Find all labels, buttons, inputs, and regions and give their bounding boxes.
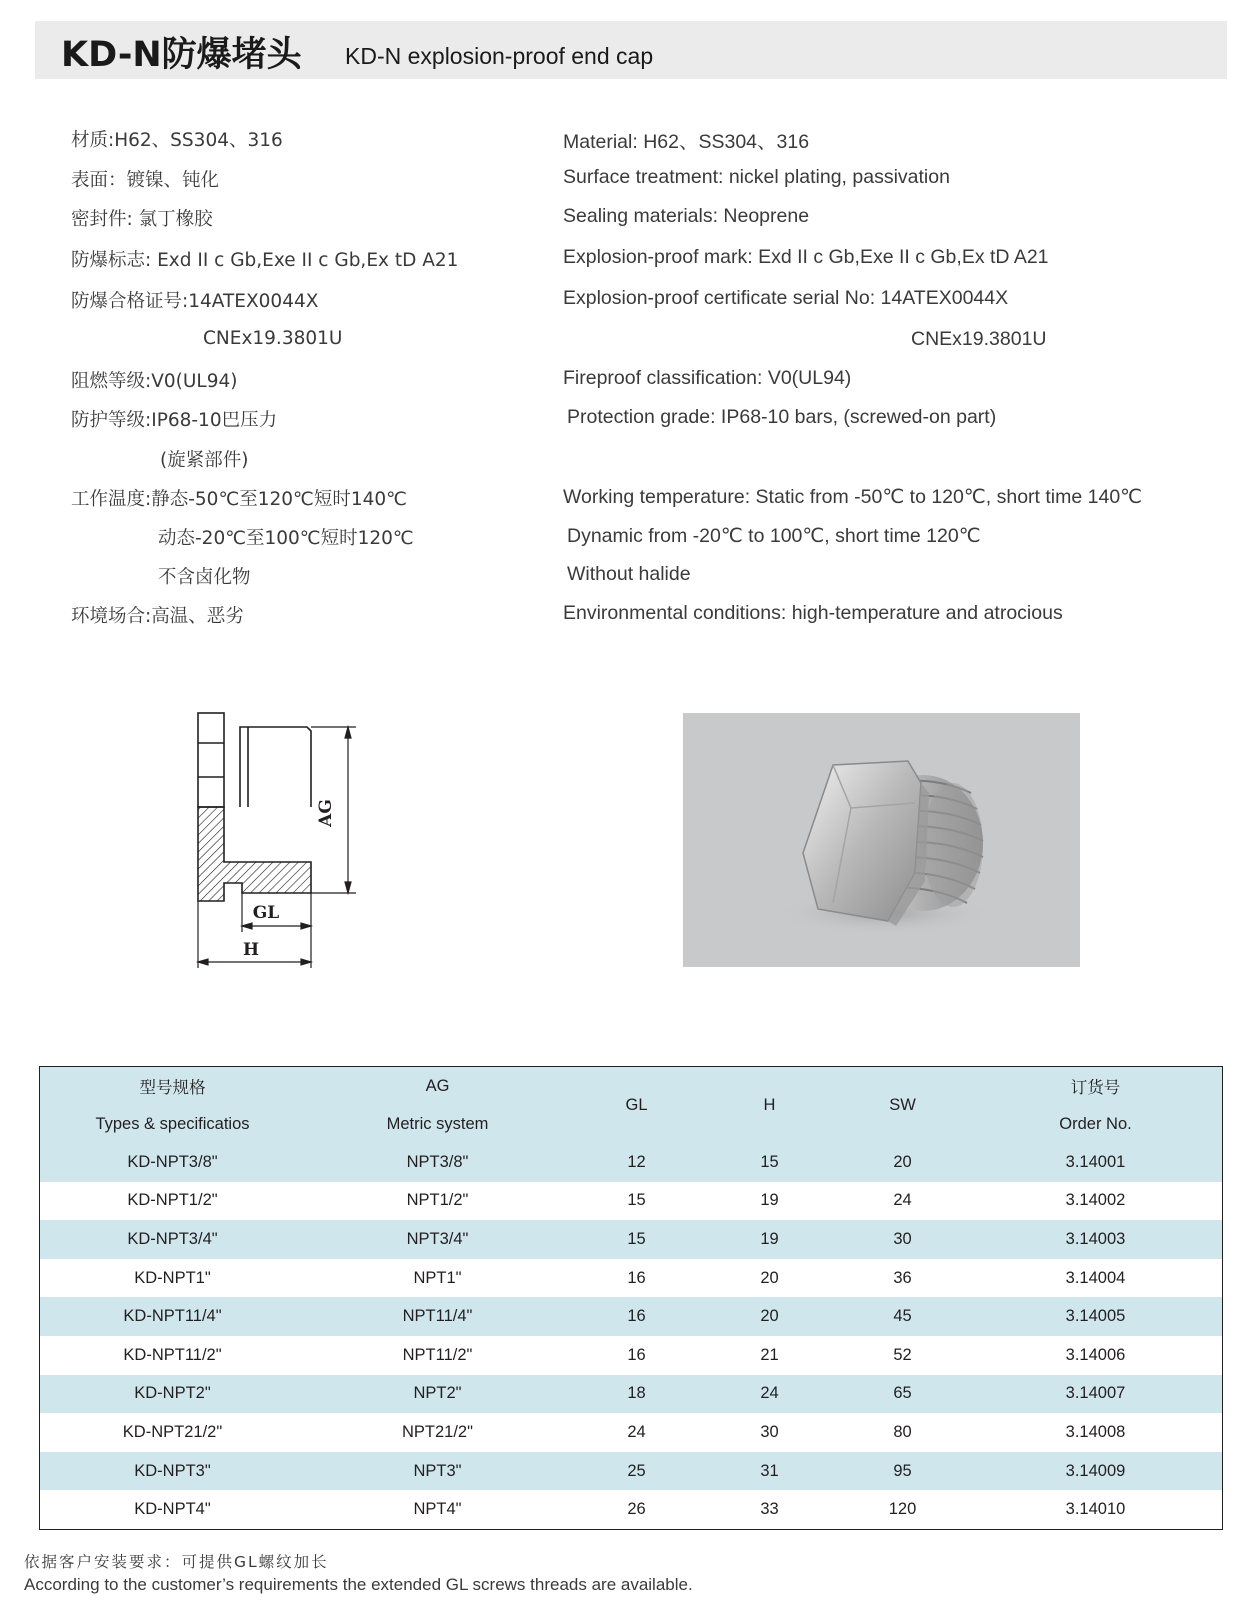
spec-cn-seal: 密封件: 氯丁橡胶 <box>71 209 213 230</box>
spec-cn-fireproof: 阻燃等级:V0(UL94) <box>71 371 238 392</box>
cell-h: 30 <box>760 1422 779 1441</box>
table-row <box>40 1220 1223 1259</box>
table-row <box>40 1143 1223 1182</box>
header-h: H <box>763 1095 776 1114</box>
spec-en-seal: Sealing materials: Neoprene <box>563 205 810 227</box>
cell-sw: 24 <box>893 1191 912 1210</box>
spec-en-certificate-2: CNEx19.3801U <box>911 328 1047 350</box>
spec-en-material: Material: H62、SS304、316 <box>563 131 810 153</box>
cell-ag: NPT11/2" <box>402 1345 473 1364</box>
spec-cn-certificate: 防爆合格证号:14ATEX0044X <box>71 291 319 312</box>
spec-cn-protection: 防护等级:IP68-10巴压力 <box>71 410 278 431</box>
cell-order-no: 3.14006 <box>1065 1345 1126 1364</box>
cell-sw: 20 <box>893 1152 912 1171</box>
cell-sw: 65 <box>893 1384 912 1403</box>
cell-order-no: 3.14004 <box>1065 1268 1126 1287</box>
header-ag-sub: Metric system <box>386 1114 489 1133</box>
cell-ag: NPT4" <box>413 1500 462 1519</box>
cell-gl: 25 <box>627 1461 646 1480</box>
footer-note-en: According to the customer’s requirements the extended GL screws threads are available. <box>24 1575 693 1594</box>
cell-type: KD-NPT2" <box>134 1384 211 1403</box>
cell-sw: 52 <box>893 1345 912 1364</box>
cell-sw: 30 <box>893 1229 912 1248</box>
header-order-cn: 订货号 <box>1070 1079 1121 1097</box>
cell-gl: 26 <box>627 1500 646 1519</box>
cell-order-no: 3.14007 <box>1065 1384 1126 1403</box>
cell-type: KD-NPT11/2" <box>123 1345 222 1364</box>
cell-ag: NPT2" <box>413 1384 462 1403</box>
spec-cn-temperature-2: 动态-20℃至100℃短时120℃ <box>158 528 414 549</box>
spec-en-fireproof: Fireproof classification: V0(UL94) <box>563 367 852 389</box>
spec-en-surface: Surface treatment: nickel plating, passivation <box>563 166 950 188</box>
header-order-en: Order No. <box>1059 1114 1132 1133</box>
title-band <box>35 21 1227 79</box>
cell-type: KD-NPT21/2" <box>122 1422 223 1441</box>
cell-type: KD-NPT4" <box>134 1500 211 1519</box>
table-header-row-1 <box>40 1067 1223 1106</box>
technical-drawing <box>180 700 370 970</box>
header-sw: SW <box>889 1095 916 1114</box>
table-row <box>40 1297 1223 1336</box>
cell-gl: 12 <box>627 1152 646 1171</box>
cell-h: 21 <box>760 1345 779 1364</box>
table-row <box>40 1336 1223 1375</box>
cell-ag: NPT3/8" <box>406 1152 469 1171</box>
spec-en-certificate: Explosion-proof certificate serial No: 14ATEX0044X <box>563 287 1009 309</box>
spec-cn-certificate-2: CNEx19.3801U <box>203 328 343 349</box>
table-body <box>40 1143 1223 1529</box>
end-cap-illustration <box>683 713 1080 967</box>
cell-gl: 18 <box>627 1384 646 1403</box>
spec-en-temperature: Working temperature: Static from -50℃ to 120℃, short time 140℃ <box>563 486 1143 508</box>
page-title: KD-N防爆堵头 <box>61 35 302 75</box>
spec-cn-environment: 环境场合:高温、恶劣 <box>71 606 244 627</box>
cell-type: KD-NPT1/2" <box>127 1191 218 1210</box>
dimension-gl-label: GL <box>252 903 280 923</box>
cell-gl: 16 <box>627 1345 646 1364</box>
cell-type: KD-NPT3/8" <box>127 1152 218 1171</box>
cell-h: 19 <box>760 1191 779 1210</box>
cell-gl: 15 <box>627 1229 646 1248</box>
cell-h: 20 <box>760 1307 779 1326</box>
spec-en-temperature-2: Dynamic from -20℃ to 100℃, short time 120℃ <box>567 525 981 547</box>
cell-gl: 15 <box>627 1191 646 1210</box>
table-row <box>40 1182 1223 1221</box>
cell-ag: NPT21/2" <box>402 1422 473 1441</box>
spec-cn-surface: 表面：镀镍、钝化 <box>71 170 220 191</box>
spec-cn-halide: 不含卤化物 <box>158 567 251 588</box>
cell-h: 20 <box>760 1268 779 1287</box>
spec-en-protection: Protection grade: IP68-10 bars, (screwed-on part) <box>567 406 997 428</box>
cell-ag: NPT1/2" <box>406 1191 469 1210</box>
cell-sw: 80 <box>893 1422 912 1441</box>
cell-h: 24 <box>760 1384 779 1403</box>
header-gl: GL <box>625 1095 648 1114</box>
cell-ag: NPT11/4" <box>402 1307 473 1326</box>
header-type-cn: 型号规格 <box>139 1079 206 1097</box>
cell-type: KD-NPT11/4" <box>123 1307 222 1326</box>
cell-ag: NPT3/4" <box>406 1229 469 1248</box>
table-row <box>40 1259 1223 1298</box>
spec-cn-protection-2: (旋紧部件) <box>160 450 249 471</box>
product-photo <box>683 713 1080 967</box>
table-row <box>40 1452 1223 1491</box>
cell-type: KD-NPT3/4" <box>127 1229 218 1248</box>
cell-order-no: 3.14008 <box>1065 1422 1126 1441</box>
section-hatch <box>198 807 311 901</box>
cell-sw: 36 <box>893 1268 912 1287</box>
cell-gl: 16 <box>627 1307 646 1326</box>
cell-sw: 95 <box>893 1461 912 1480</box>
page-subtitle: KD-N explosion-proof end cap <box>345 43 654 69</box>
cell-h: 33 <box>760 1500 779 1519</box>
cell-sw: 45 <box>893 1307 912 1326</box>
specification-table <box>39 1066 1223 1530</box>
cell-order-no: 3.14002 <box>1065 1191 1126 1210</box>
cell-h: 15 <box>760 1152 779 1171</box>
cell-gl: 16 <box>627 1268 646 1287</box>
cell-order-no: 3.14001 <box>1065 1152 1126 1171</box>
spec-cn-temperature: 工作温度:静态-50℃至120℃短时140℃ <box>71 489 407 510</box>
cell-h: 19 <box>760 1229 779 1248</box>
dimension-ag-label: AG <box>316 799 336 827</box>
footer-note-cn: 依据客户安装要求：可提供GL螺纹加长 <box>24 1553 329 1571</box>
cell-type: KD-NPT3" <box>134 1461 211 1480</box>
cell-ag: NPT3" <box>413 1461 462 1480</box>
header-type-en: Types & specificatios <box>95 1114 250 1133</box>
cell-sw: 120 <box>888 1500 917 1519</box>
spec-en-ex-mark: Explosion-proof mark: Exd II c Gb,Exe II c Gb,Ex tD A21 <box>563 246 1049 268</box>
header-ag: AG <box>425 1076 450 1095</box>
cell-order-no: 3.14009 <box>1065 1461 1126 1480</box>
table-row <box>40 1375 1223 1414</box>
cell-order-no: 3.14005 <box>1065 1307 1126 1326</box>
cell-type: KD-NPT1" <box>134 1268 211 1287</box>
table-row <box>40 1413 1223 1452</box>
spec-en-environment: Environmental conditions: high-temperature and atrocious <box>563 602 1063 624</box>
cell-h: 31 <box>760 1461 779 1480</box>
cell-order-no: 3.14003 <box>1065 1229 1126 1248</box>
cell-order-no: 3.14010 <box>1065 1500 1126 1519</box>
spec-en-halide: Without halide <box>567 563 691 585</box>
spec-cn-ex-mark: 防爆标志: Exd II c Gb,Exe II c Gb,Ex tD A21 <box>71 250 459 271</box>
table-row <box>40 1490 1223 1529</box>
spec-cn-material: 材质:H62、SS304、316 <box>71 130 283 151</box>
cell-gl: 24 <box>627 1422 646 1441</box>
dimension-h-label: H <box>242 940 260 960</box>
cell-ag: NPT1" <box>413 1268 462 1287</box>
